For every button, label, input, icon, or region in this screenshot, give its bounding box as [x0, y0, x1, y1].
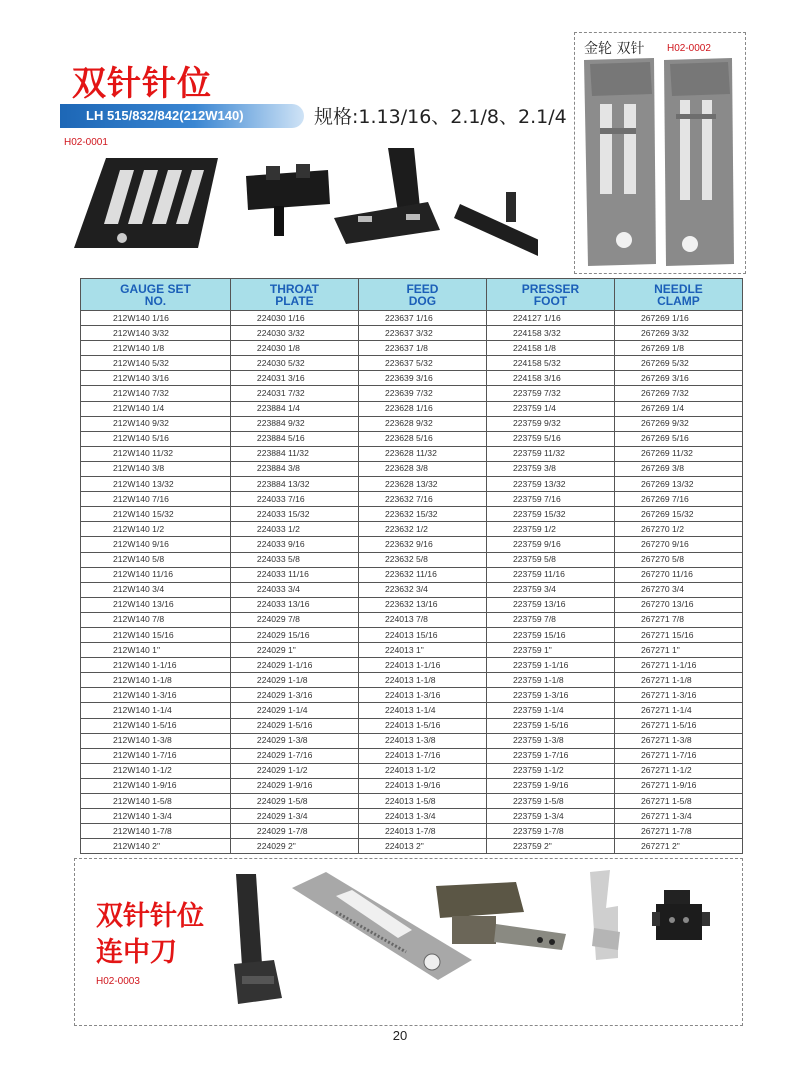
presser-foot-image — [334, 148, 440, 244]
header-gauge-set: GAUGE SET NO. — [81, 279, 231, 311]
product-photos-top — [68, 148, 538, 260]
table-cell: 212W140 13/16 — [81, 597, 231, 612]
table-cell: 224030 3/32 — [230, 326, 358, 341]
table-cell: 224127 1/16 — [486, 311, 614, 326]
table-row — [81, 627, 743, 642]
table-cell: 267271 1-5/16 — [614, 718, 742, 733]
table-cell: 212W140 1/4 — [81, 401, 231, 416]
table-cell: 267271 1-9/16 — [614, 778, 742, 793]
table-cell: 267270 3/4 — [614, 582, 742, 597]
table-cell: 212W140 7/32 — [81, 386, 231, 401]
table-cell: 224029 1-1/16 — [230, 658, 358, 673]
table-cell: 224033 7/16 — [230, 492, 358, 507]
inset-code: H02-0002 — [667, 43, 711, 54]
table-cell: 223628 9/32 — [358, 416, 486, 431]
table-cell: 212W140 1-9/16 — [81, 778, 231, 793]
table-cell: 267271 2" — [614, 839, 742, 854]
table-cell: 224029 1-3/8 — [230, 733, 358, 748]
table-cell: 224013 1-3/16 — [358, 688, 486, 703]
table-cell: 223759 5/8 — [486, 552, 614, 567]
table-cell: 212W140 9/32 — [81, 416, 231, 431]
table-cell: 267269 3/16 — [614, 371, 742, 386]
table-cell: 267271 1-7/16 — [614, 748, 742, 763]
table-cell: 212W140 1/2 — [81, 522, 231, 537]
table-cell: 267269 3/8 — [614, 461, 742, 476]
table-cell: 224013 2" — [358, 839, 486, 854]
product-photos-bottom — [226, 868, 726, 1018]
table-cell: 212W140 9/16 — [81, 537, 231, 552]
table-cell: 223632 3/4 — [358, 582, 486, 597]
table-cell: 224029 15/16 — [230, 627, 358, 642]
table-cell: 223759 1-1/2 — [486, 763, 614, 778]
table-cell: 223759 7/16 — [486, 492, 614, 507]
table-cell: 224013 1-3/4 — [358, 809, 486, 824]
table-cell: 223759 15/16 — [486, 627, 614, 642]
table-cell: 267270 13/16 — [614, 597, 742, 612]
table-row — [81, 446, 743, 461]
table-cell: 223759 1/2 — [486, 522, 614, 537]
table-cell: 267271 1-1/8 — [614, 673, 742, 688]
table-cell: 212W140 3/4 — [81, 582, 231, 597]
table-cell: 267270 9/16 — [614, 537, 742, 552]
table-cell: 224029 1-5/16 — [230, 718, 358, 733]
table-cell: 212W140 5/32 — [81, 356, 231, 371]
table-cell: 224033 11/16 — [230, 567, 358, 582]
table-cell: 224029 1-3/4 — [230, 809, 358, 824]
table-cell: 223632 11/16 — [358, 567, 486, 582]
feed-dog-bottom-image — [436, 882, 566, 950]
table-cell: 223632 5/8 — [358, 552, 486, 567]
table-cell: 223759 1-7/8 — [486, 824, 614, 839]
table-cell: 212W140 3/32 — [81, 326, 231, 341]
table-cell: 267271 1-5/8 — [614, 794, 742, 809]
table-row — [81, 688, 743, 703]
header-needle-clamp: NEEDLE CLAMP — [614, 279, 742, 311]
table-cell: 224013 1" — [358, 643, 486, 658]
table-row — [81, 658, 743, 673]
table-cell: 267269 13/32 — [614, 477, 742, 492]
table-row — [81, 778, 743, 793]
table-cell: 224033 3/4 — [230, 582, 358, 597]
table-cell: 267269 5/32 — [614, 356, 742, 371]
table-cell: 223759 13/16 — [486, 597, 614, 612]
table-cell: 223884 9/32 — [230, 416, 358, 431]
table-cell: 212W140 1-5/8 — [81, 794, 231, 809]
table-cell: 267271 1-3/4 — [614, 809, 742, 824]
table-cell: 223628 13/32 — [358, 477, 486, 492]
table-row — [81, 401, 743, 416]
table-cell: 212W140 15/32 — [81, 507, 231, 522]
table-cell: 212W140 1/8 — [81, 341, 231, 356]
table-cell: 267269 11/32 — [614, 446, 742, 461]
table-cell: 224031 3/16 — [230, 371, 358, 386]
table-cell: 223632 13/16 — [358, 597, 486, 612]
table-cell: 224013 1-1/4 — [358, 703, 486, 718]
table-cell: 223759 9/32 — [486, 416, 614, 431]
table-cell: 224013 15/16 — [358, 627, 486, 642]
table-cell: 223759 1-7/16 — [486, 748, 614, 763]
table-cell: 267271 15/16 — [614, 627, 742, 642]
table-cell: 212W140 1" — [81, 643, 231, 658]
table-row — [81, 794, 743, 809]
table-cell: 223637 1/8 — [358, 341, 486, 356]
header-presser-foot: PRESSER FOOT — [486, 279, 614, 311]
table-cell: 223639 7/32 — [358, 386, 486, 401]
table-cell: 212W140 1-7/8 — [81, 824, 231, 839]
table-cell: 223759 1/4 — [486, 401, 614, 416]
table-cell: 224029 1-5/8 — [230, 794, 358, 809]
table-cell: 223759 1-3/16 — [486, 688, 614, 703]
page-title: 双针针位 — [72, 64, 212, 104]
table-cell: 224031 7/32 — [230, 386, 358, 401]
table-cell: 212W140 15/16 — [81, 627, 231, 642]
table-row — [81, 809, 743, 824]
table-cell: 223637 3/32 — [358, 326, 486, 341]
table-cell: 224158 3/32 — [486, 326, 614, 341]
table-cell: 224013 1-1/2 — [358, 763, 486, 778]
table-cell: 224013 1-1/8 — [358, 673, 486, 688]
table-cell: 224029 1-9/16 — [230, 778, 358, 793]
table-cell: 212W140 1-1/8 — [81, 673, 231, 688]
table-cell: 212W140 1-7/16 — [81, 748, 231, 763]
table-cell: 224029 1-1/2 — [230, 763, 358, 778]
table-cell: 267269 1/4 — [614, 401, 742, 416]
table-cell: 212W140 1-3/16 — [81, 688, 231, 703]
table-cell: 212W140 11/16 — [81, 567, 231, 582]
knife-bottom-image — [590, 870, 620, 960]
table-cell: 267269 5/16 — [614, 431, 742, 446]
table-cell: 223759 1-5/8 — [486, 794, 614, 809]
table-cell: 212W140 3/8 — [81, 461, 231, 476]
table-cell: 267271 1-1/4 — [614, 703, 742, 718]
table-cell: 223759 1-1/4 — [486, 703, 614, 718]
table-cell: 212W140 1-3/8 — [81, 733, 231, 748]
table-cell: 267271 1-1/2 — [614, 763, 742, 778]
table-cell: 224013 1-7/16 — [358, 748, 486, 763]
needle-clamp-image — [454, 192, 538, 256]
table-cell: 223759 1-5/16 — [486, 718, 614, 733]
table-cell: 223884 1/4 — [230, 401, 358, 416]
table-row — [81, 763, 743, 778]
table-row — [81, 643, 743, 658]
table-cell: 212W140 1-5/16 — [81, 718, 231, 733]
table-cell: 267271 1-1/16 — [614, 658, 742, 673]
table-cell: 223759 11/32 — [486, 446, 614, 461]
table-cell: 223628 1/16 — [358, 401, 486, 416]
table-cell: 212W140 1-3/4 — [81, 809, 231, 824]
table-cell: 224029 1-7/8 — [230, 824, 358, 839]
presser-foot-bottom-image — [234, 874, 282, 1004]
table-row — [81, 824, 743, 839]
table-row — [81, 507, 743, 522]
table-cell: 223884 5/16 — [230, 431, 358, 446]
table-cell: 223639 3/16 — [358, 371, 486, 386]
parts-table — [80, 278, 743, 854]
table-cell: 223759 15/32 — [486, 507, 614, 522]
table-row — [81, 371, 743, 386]
product-code-bottom: H02-0003 — [96, 976, 140, 987]
table-cell: 223759 1" — [486, 643, 614, 658]
table-cell: 223759 7/32 — [486, 386, 614, 401]
page-number: 20 — [392, 1028, 408, 1043]
table-cell: 212W140 13/32 — [81, 477, 231, 492]
table-row — [81, 477, 743, 492]
table-cell: 223628 3/8 — [358, 461, 486, 476]
table-cell: 212W140 1-1/16 — [81, 658, 231, 673]
table-cell: 223628 5/16 — [358, 431, 486, 446]
table-cell: 224029 7/8 — [230, 612, 358, 627]
table-row — [81, 748, 743, 763]
needle-clamp-bottom-image — [652, 890, 710, 940]
table-cell: 224033 1/2 — [230, 522, 358, 537]
table-cell: 212W140 7/16 — [81, 492, 231, 507]
table-cell: 212W140 5/8 — [81, 552, 231, 567]
table-cell: 224029 1-1/8 — [230, 673, 358, 688]
throat-plate-image — [74, 158, 218, 248]
table-row — [81, 537, 743, 552]
table-cell: 223759 13/32 — [486, 477, 614, 492]
table-cell: 267269 15/32 — [614, 507, 742, 522]
bottom-subtitle: 连中刀 — [96, 937, 177, 968]
bottom-title: 双针针位 — [96, 901, 204, 932]
throat-plate-right-image — [664, 58, 734, 266]
table-cell: 224158 1/8 — [486, 341, 614, 356]
table-cell: 223759 1-9/16 — [486, 778, 614, 793]
table-row — [81, 597, 743, 612]
feed-dog-image — [246, 164, 330, 236]
table-cell: 223759 9/16 — [486, 537, 614, 552]
table-cell: 223632 15/32 — [358, 507, 486, 522]
table-row — [81, 492, 743, 507]
table-cell: 224158 3/16 — [486, 371, 614, 386]
table-row — [81, 703, 743, 718]
table-cell: 267270 5/8 — [614, 552, 742, 567]
table-row — [81, 311, 743, 326]
table-cell: 223759 1-1/16 — [486, 658, 614, 673]
table-cell: 224033 15/32 — [230, 507, 358, 522]
model-banner: LH 515/832/842(212W140) — [60, 104, 304, 128]
table-cell: 267271 7/8 — [614, 612, 742, 627]
table-cell: 223884 3/8 — [230, 461, 358, 476]
table-cell: 223637 1/16 — [358, 311, 486, 326]
inset-label: 金轮 双针 — [584, 41, 645, 57]
table-row — [81, 567, 743, 582]
table-row — [81, 552, 743, 567]
table-cell: 212W140 1/16 — [81, 311, 231, 326]
product-code-top: H02-0001 — [64, 137, 108, 148]
table-row — [81, 718, 743, 733]
spec-text: 规格:1.13/16、2.1/8、2.1/4 — [314, 106, 567, 128]
table-row — [81, 461, 743, 476]
table-cell: 224030 1/16 — [230, 311, 358, 326]
table-cell: 223628 11/32 — [358, 446, 486, 461]
table-cell: 223632 9/16 — [358, 537, 486, 552]
table-cell: 212W140 7/8 — [81, 612, 231, 627]
table-cell: 223759 1-1/8 — [486, 673, 614, 688]
table-cell: 224013 1-9/16 — [358, 778, 486, 793]
table-cell: 267270 11/16 — [614, 567, 742, 582]
table-row — [81, 326, 743, 341]
table-cell: 267269 7/16 — [614, 492, 742, 507]
table-cell: 267269 7/32 — [614, 386, 742, 401]
table-cell: 223759 1-3/4 — [486, 809, 614, 824]
table-cell: 224029 1" — [230, 643, 358, 658]
table-cell: 223759 3/8 — [486, 461, 614, 476]
table-cell: 224033 5/8 — [230, 552, 358, 567]
table-cell: 224029 1-7/16 — [230, 748, 358, 763]
table-cell: 223632 7/16 — [358, 492, 486, 507]
table-cell: 223759 7/8 — [486, 612, 614, 627]
table-cell: 212W140 11/32 — [81, 446, 231, 461]
table-cell: 224033 9/16 — [230, 537, 358, 552]
table-cell: 267269 1/8 — [614, 341, 742, 356]
table-cell: 223759 1-3/8 — [486, 733, 614, 748]
table-cell: 223759 2" — [486, 839, 614, 854]
table-cell: 224029 1-1/4 — [230, 703, 358, 718]
table-header-row — [81, 279, 743, 311]
table-cell: 267271 1" — [614, 643, 742, 658]
table-cell: 212W140 5/16 — [81, 431, 231, 446]
table-cell: 224013 7/8 — [358, 612, 486, 627]
table-cell: 267271 1-7/8 — [614, 824, 742, 839]
table-cell: 223759 3/4 — [486, 582, 614, 597]
table-cell: 224030 1/8 — [230, 341, 358, 356]
table-cell: 267271 1-3/16 — [614, 688, 742, 703]
table-cell: 223632 1/2 — [358, 522, 486, 537]
table-row — [81, 522, 743, 537]
table-row — [81, 431, 743, 446]
table-cell: 224033 13/16 — [230, 597, 358, 612]
table-cell: 223759 11/16 — [486, 567, 614, 582]
table-cell: 267271 1-3/8 — [614, 733, 742, 748]
table-row — [81, 673, 743, 688]
table-cell: 223884 11/32 — [230, 446, 358, 461]
table-cell: 223759 5/16 — [486, 431, 614, 446]
table-row — [81, 341, 743, 356]
table-cell: 224030 5/32 — [230, 356, 358, 371]
table-cell: 223637 5/32 — [358, 356, 486, 371]
table-cell: 267269 3/32 — [614, 326, 742, 341]
table-cell: 212W140 1-1/4 — [81, 703, 231, 718]
table-cell: 212W140 1-1/2 — [81, 763, 231, 778]
table-cell: 267269 9/32 — [614, 416, 742, 431]
table-cell: 223884 13/32 — [230, 477, 358, 492]
table-cell: 224013 1-7/8 — [358, 824, 486, 839]
table-cell: 224013 1-5/16 — [358, 718, 486, 733]
table-row — [81, 416, 743, 431]
table-cell: 224013 1-1/16 — [358, 658, 486, 673]
header-feed-dog: FEED DOG — [358, 279, 486, 311]
table-row — [81, 356, 743, 371]
header-throat-plate: THROAT PLATE — [230, 279, 358, 311]
table-row — [81, 582, 743, 597]
table-row — [81, 839, 743, 854]
table-row — [81, 733, 743, 748]
table-row — [81, 386, 743, 401]
table-cell: 224013 1-5/8 — [358, 794, 486, 809]
table-cell: 224029 1-3/16 — [230, 688, 358, 703]
table-cell: 212W140 2" — [81, 839, 231, 854]
throat-plate-left-image — [584, 58, 656, 266]
table-cell: 224029 2" — [230, 839, 358, 854]
table-row — [81, 612, 743, 627]
table-cell: 224158 5/32 — [486, 356, 614, 371]
table-cell: 267270 1/2 — [614, 522, 742, 537]
table-cell: 212W140 3/16 — [81, 371, 231, 386]
table-cell: 267269 1/16 — [614, 311, 742, 326]
table-cell: 224013 1-3/8 — [358, 733, 486, 748]
inset-throat-plates-image — [580, 54, 740, 268]
